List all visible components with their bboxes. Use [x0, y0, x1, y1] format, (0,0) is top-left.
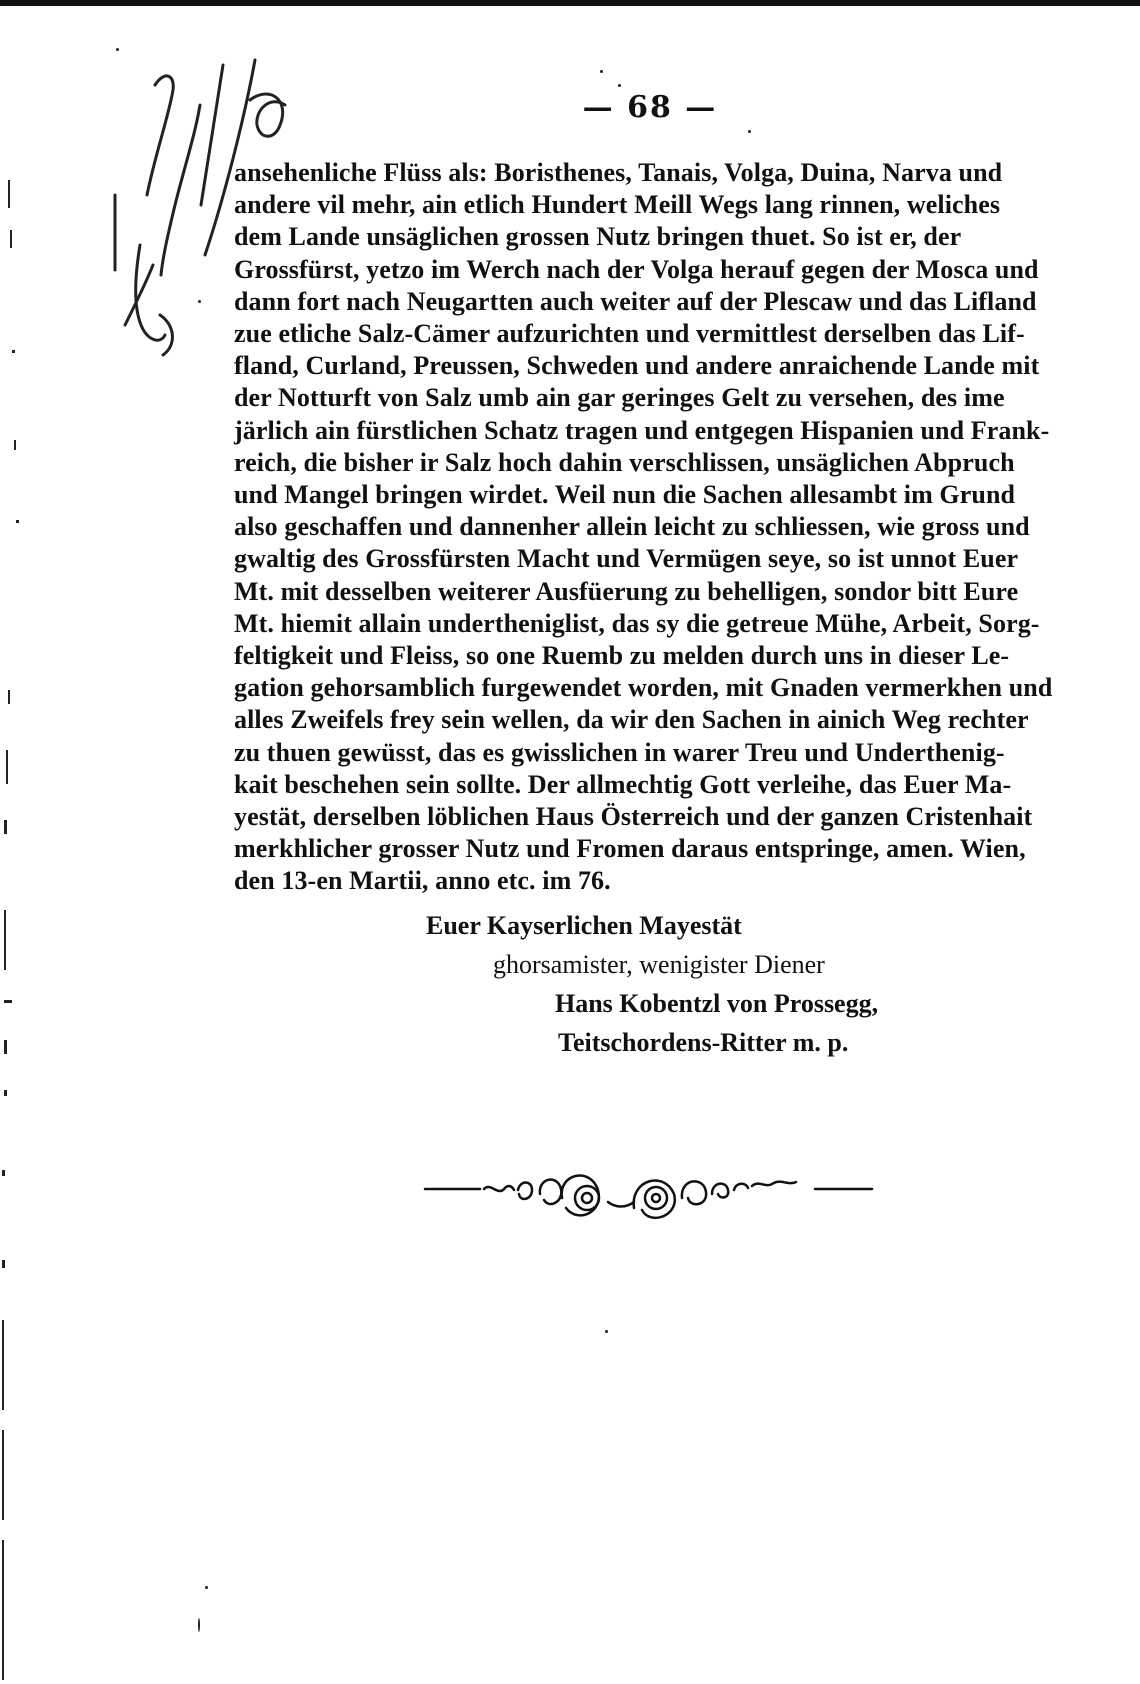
- text-line: järlich ain fürstlichen Schatz tragen und entgegen Hispanien und Frank-: [234, 415, 1050, 445]
- text-line: Grossfürst, yetzo im Werch nach der Volga herauf gegen der Mosca und: [234, 254, 1039, 284]
- text-line: fland, Curland, Preussen, Schweden und andere anraichende Lande mit: [234, 351, 1040, 381]
- closing-servant: ghorsamister, wenigister Diener: [493, 950, 825, 979]
- text-line: andere vil mehr, ain etlich Hundert Meill Wegs lang rinnen, weliches: [234, 190, 1001, 220]
- top-rule: [0, 0, 1140, 6]
- text-line: merkhlicher grosser Nutz und Fromen daraus entspringe, amen. Wien,: [234, 834, 1026, 864]
- text-line: also geschaffen und dannenher allein leicht zu schliessen, wie gross und: [234, 512, 1030, 542]
- text-line: dann fort nach Neugartten auch weiter auf der Plescaw und das Lifland: [234, 286, 1037, 316]
- page-number: — 68 —: [582, 90, 718, 125]
- text-line: Mt. hiemit allain undertheniglist, das sy die getreue Mühe, Arbeit, Sorg-: [234, 608, 1040, 638]
- text-line: zue etliche Salz-Cämer aufzurichten und vermittlest derselben das Lif-: [234, 319, 1025, 349]
- text-line: alles Zweifels frey sein wellen, da wir den Sachen in ainich Weg rechter: [234, 705, 1029, 735]
- text-line: Mt. mit desselben weiterer Ausfüerung zu behelligen, sondor bitt Eure: [234, 576, 1019, 606]
- text-line: den 13-en Martii, anno etc. im 76.: [234, 866, 611, 896]
- text-line: reich, die bisher ir Salz hoch dahin verschlissen, unsäglichen Abpruch: [234, 447, 1015, 477]
- closing-salutation: Euer Kayserlichen Mayestät: [426, 911, 742, 940]
- text-line: und Mangel bringen wirdet. Weil nun die Sachen allesambt im Grund: [234, 480, 1016, 510]
- text-line: feltigkeit und Fleiss, so one Ruemb zu melden durch uns in dieser Le-: [234, 641, 1010, 671]
- text-line: gation gehorsamblich furgewendet worden, mit Gnaden vermerkhen und: [234, 673, 1053, 703]
- printers-ornament-icon: [420, 1168, 875, 1242]
- text-line: kait beschehen sein sollte. Der allmechtig Gott verleihe, das Euer Ma-: [234, 769, 1012, 799]
- signatory-title: Teitschordens-Ritter m. p.: [558, 1028, 849, 1057]
- text-line: dem Lande unsäglichen grossen Nutz bringen thuet. So ist er, der: [234, 222, 962, 252]
- text-line: yestät, derselben löblichen Haus Österreich und der ganzen Cristenhait: [234, 802, 1033, 832]
- text-line: zu thuen gewüsst, das es gwisslichen in warer Treu und Underthenig-: [234, 737, 1005, 767]
- text-line: gwaltig des Grossfürsten Macht und Vermügen seye, so ist unnot Euer: [234, 544, 1019, 574]
- body-text: [234, 157, 1068, 898]
- text-line: ansehenliche Flüss als: Boristhenes, Tanais, Volga, Duina, Narva und: [234, 158, 1003, 187]
- signatory-name: Hans Kobentzl von Prossegg,: [555, 989, 879, 1018]
- text-line: der Notturft von Salz umb ain gar geringes Gelt zu versehen, des ime: [234, 383, 1005, 413]
- binding-edge-marks: [0, 120, 30, 1680]
